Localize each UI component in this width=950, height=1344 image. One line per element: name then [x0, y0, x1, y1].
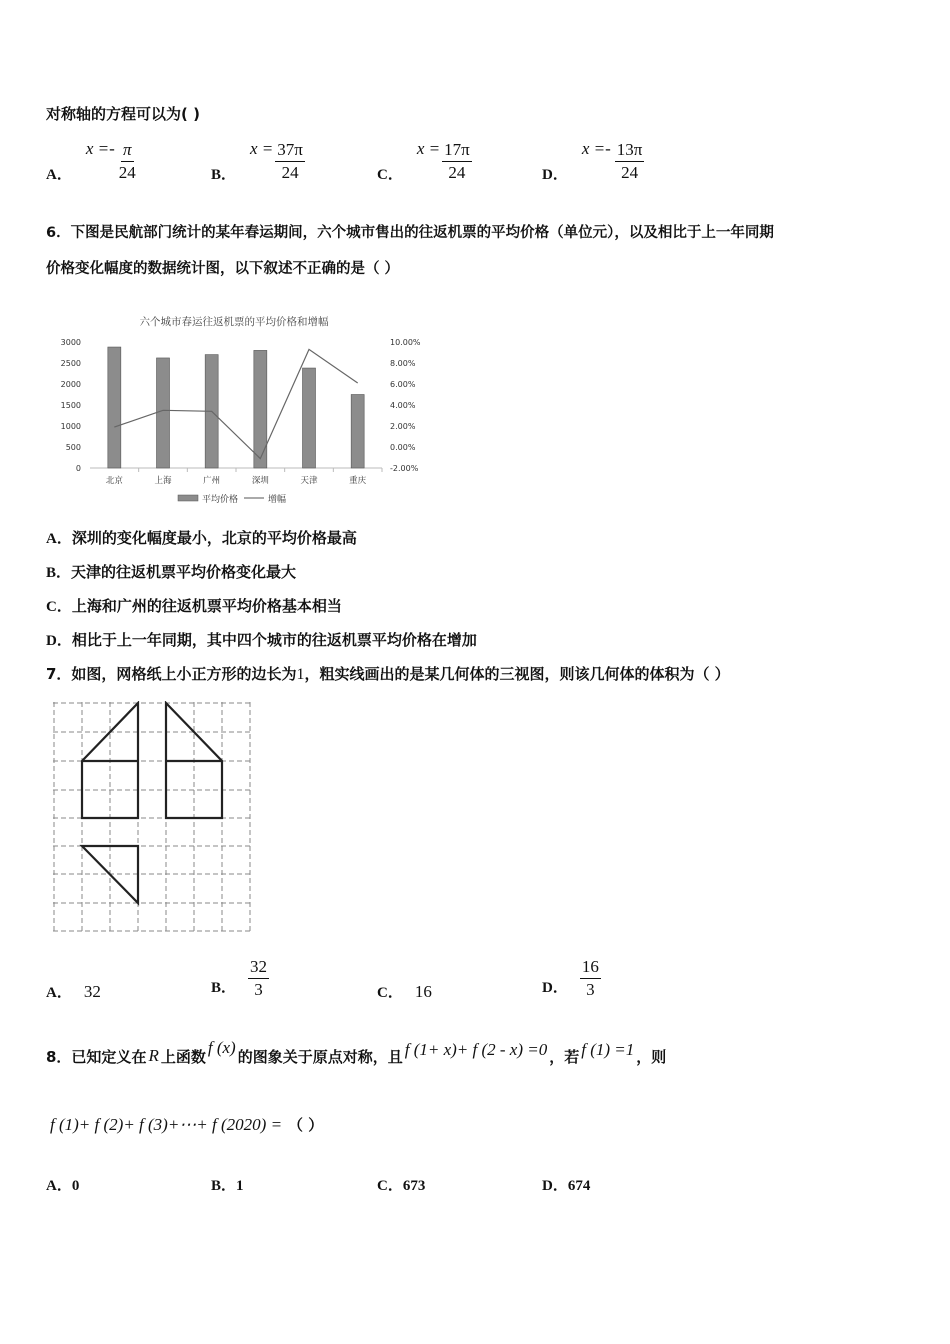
option-lhs: x =-	[85, 139, 115, 158]
q8-set-r: R	[148, 1046, 159, 1065]
legend-bar-label: 平均价格	[202, 495, 239, 505]
numerator: 17π	[442, 139, 472, 162]
q8-stem-part5: ，则	[636, 1047, 667, 1066]
q7-option-b[interactable]	[211, 953, 269, 1001]
q6-stem-line1: 6．下图是民航部门统计的某年春运期间，六个城市售出的往返机票的平均价格（单位元），以及相比于上一年同期	[46, 225, 774, 241]
x-category-label: 重庆	[349, 476, 367, 486]
bar-重庆	[351, 395, 364, 469]
option-value: 32	[83, 981, 101, 1001]
option-letter: A．	[46, 1178, 72, 1194]
numerator: π	[121, 139, 134, 162]
left-tick-label: 2500	[60, 359, 81, 368]
option-letter: D．	[542, 167, 568, 183]
denominator: 24	[281, 163, 299, 182]
q7-option-c[interactable]	[377, 981, 432, 1002]
option-letter: D．	[542, 980, 568, 996]
q8-sum-expression	[50, 1114, 323, 1135]
bar-北京	[108, 347, 121, 468]
q7-unit-value: 1	[296, 666, 305, 683]
option-letter: B．	[211, 1178, 237, 1194]
option-fraction	[275, 139, 305, 184]
option-lhs: x =-	[581, 139, 611, 158]
left-tick-label: 3000	[60, 338, 81, 347]
q8-condition: f (1+ x)+ f (2 - x) =0	[404, 1040, 548, 1059]
option-lhs: x =	[250, 139, 274, 158]
q5-option-a[interactable]	[46, 136, 136, 184]
x-category-label: 北京	[105, 476, 123, 486]
x-category-label: 广州	[203, 476, 221, 486]
left-tick-label: 1000	[60, 422, 81, 431]
denominator: 3	[254, 980, 263, 999]
q8-function-fx: f (x)	[207, 1038, 236, 1057]
option-fraction	[615, 139, 645, 184]
left-tick-label: 2000	[60, 380, 81, 389]
option-letter: C．	[377, 985, 403, 1001]
q6-option-c[interactable]	[46, 595, 342, 616]
three-view-grid-figure	[52, 701, 252, 935]
q8-option-a[interactable]	[46, 1174, 79, 1195]
q8-stem-part3: 的图象关于原点对称，且	[237, 1047, 403, 1066]
price-change-chart	[50, 308, 440, 513]
q7-option-d[interactable]	[542, 953, 601, 1001]
option-letter: B．	[46, 565, 72, 581]
option-value: 16	[414, 981, 432, 1001]
q8-stem-part2: 上函数	[160, 1047, 206, 1066]
numerator: 37π	[275, 139, 305, 162]
q8-answer-blank: （ ）	[288, 1116, 324, 1134]
numerator: 16	[580, 956, 601, 979]
option-letter: D．	[542, 1178, 568, 1194]
q5-option-c[interactable]	[377, 136, 472, 184]
right-tick-label: 4.00%	[390, 401, 416, 410]
option-text: 相比于上一年同期，其中四个城市的往返机票平均价格在增加	[71, 631, 477, 649]
option-fraction	[119, 139, 136, 184]
q8-sum: f (1)+ f (2)+ f (3)+⋯+ f (2020) =	[50, 1114, 283, 1134]
q6-option-a[interactable]	[46, 527, 357, 548]
legend-line-label: 增幅	[268, 495, 287, 505]
option-letter: A．	[46, 985, 72, 1001]
right-tick-label: 2.00%	[390, 422, 416, 431]
q8-option-c[interactable]	[377, 1174, 425, 1195]
left-tick-label: 500	[65, 443, 81, 452]
bar-天津	[303, 368, 316, 468]
option-value: 0	[71, 1178, 80, 1194]
option-letter: A．	[46, 167, 72, 183]
q8-stem-part1: 8．已知定义在	[46, 1047, 147, 1066]
q6-option-b[interactable]	[46, 561, 296, 582]
numerator: 32	[248, 956, 269, 979]
option-letter: D．	[46, 633, 72, 649]
q8-f1-value: f (1) =1	[581, 1040, 635, 1059]
option-value: 673	[402, 1178, 426, 1194]
q8-stem	[46, 1038, 666, 1074]
bar-深圳	[254, 350, 267, 468]
q8-option-b[interactable]	[211, 1174, 244, 1195]
option-letter: C．	[46, 599, 72, 615]
denominator: 24	[118, 163, 136, 182]
q7-stem-part2: ，粗实线画出的是某几何体的三视图，则该几何体的体积为（ ）	[304, 665, 730, 683]
bar-上海	[157, 358, 170, 468]
right-tick-label: 0.00%	[390, 443, 416, 452]
x-category-label: 深圳	[251, 476, 269, 486]
right-tick-label: 10.00%	[390, 338, 421, 347]
option-letter: C．	[377, 1178, 403, 1194]
q5-stem: 对称轴的方程可以为( )	[46, 105, 200, 123]
q5-option-b[interactable]	[211, 136, 305, 184]
three-view-outline	[82, 703, 222, 903]
left-tick-label: 0	[75, 464, 81, 473]
option-text: 上海和广州的往返机票平均价格基本相当	[71, 597, 342, 615]
right-tick-label: 6.00%	[390, 380, 416, 389]
denominator: 3	[586, 980, 595, 999]
q7-option-a[interactable]	[46, 981, 101, 1002]
option-fraction	[442, 139, 472, 184]
x-category-label: 上海	[154, 476, 172, 486]
option-text: 深圳的变化幅度最小，北京的平均价格最高	[71, 529, 357, 547]
x-category-label: 天津	[300, 476, 318, 486]
option-fraction	[248, 956, 269, 1001]
denominator: 24	[621, 163, 639, 182]
q7-stem	[46, 663, 730, 684]
option-fraction	[580, 956, 601, 1001]
numerator: 13π	[615, 139, 645, 162]
q5-option-d[interactable]	[542, 136, 644, 184]
left-tick-label: 1500	[60, 401, 81, 410]
right-tick-label: -2.00%	[390, 464, 419, 473]
option-letter: A．	[46, 531, 72, 547]
option-letter: B．	[211, 167, 237, 183]
option-text: 天津的往返机票平均价格变化最大	[71, 563, 297, 581]
q8-option-d[interactable]	[542, 1174, 590, 1195]
q8-stem-part4: ，若	[549, 1047, 580, 1066]
chart-title: 六个城市春运往返机票的平均价格和增幅	[139, 316, 329, 328]
q7-stem-part1: 7．如图，网格纸上小正方形的边长为	[46, 665, 297, 683]
right-tick-label: 8.00%	[390, 359, 416, 368]
q6-stem-line2: 价格变化幅度的数据统计图，以下叙述不正确的是（ ）	[46, 261, 400, 277]
option-value: 1	[236, 1178, 244, 1194]
legend-bar-swatch	[178, 495, 198, 501]
option-value: 674	[567, 1178, 591, 1194]
option-letter: C．	[377, 167, 403, 183]
option-lhs: x =	[416, 139, 441, 158]
q6-option-d[interactable]	[46, 629, 477, 650]
denominator: 24	[448, 163, 466, 182]
option-letter: B．	[211, 980, 237, 996]
